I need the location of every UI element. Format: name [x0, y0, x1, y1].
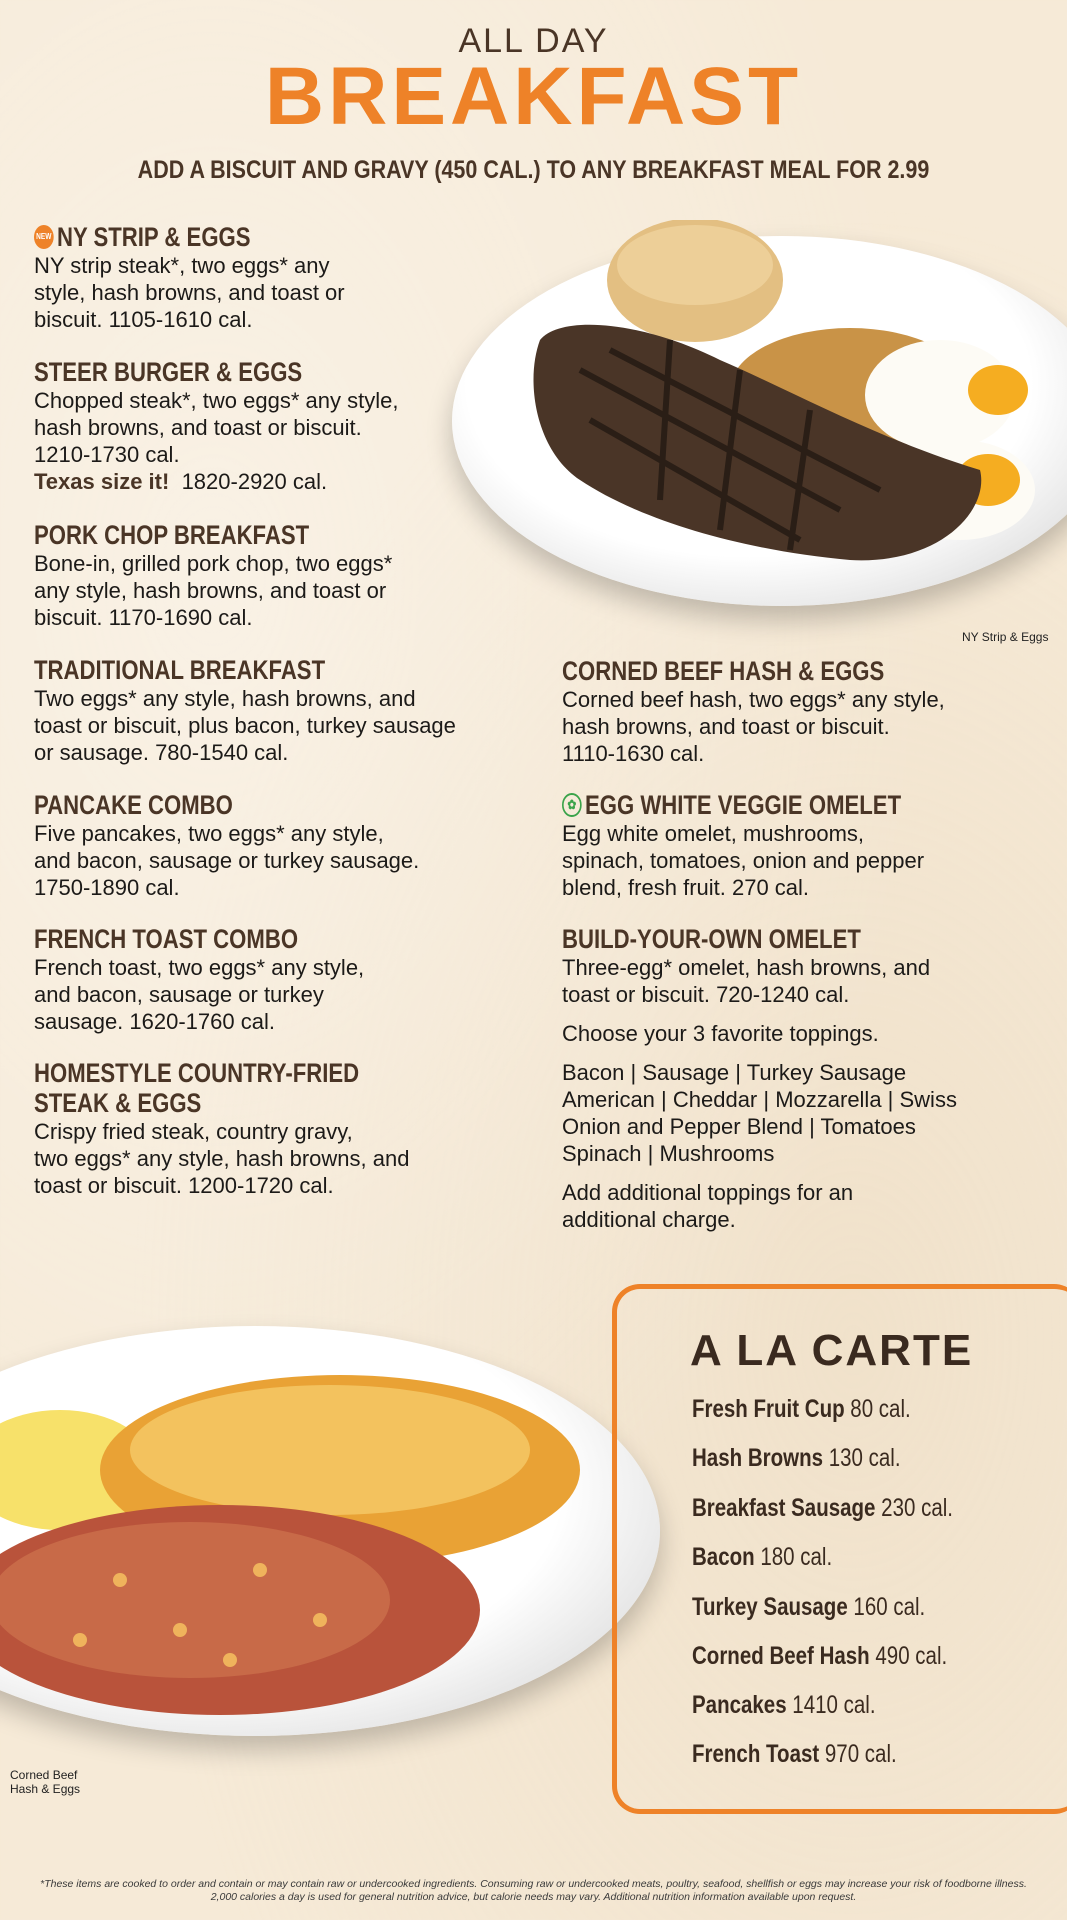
- menu-item-egg-white-omelet: [562, 790, 1042, 901]
- item-name: PORK CHOP BREAKFAST: [34, 520, 310, 550]
- item-name: CORNED BEEF HASH & EGGS: [562, 656, 885, 686]
- carte-item: Pancakes 1410 cal.: [692, 1691, 876, 1719]
- item-description: Crispy fried steak, country gravy, two eggs* any style, hash browns, and toast or biscuit. 1200-1720 cal.: [34, 1119, 410, 1198]
- item-name: PANCAKE COMBO: [34, 790, 233, 820]
- vegetarian-leaf-icon: ✿: [562, 793, 582, 817]
- carte-item: Breakfast Sausage 230 cal.: [692, 1494, 953, 1522]
- promo-banner: ADD A BISCUIT AND GRAVY (450 CAL.) TO ANY BREAKFAST MEAL FOR 2.99: [137, 156, 930, 184]
- item-name-line-2: STEAK & EGGS: [34, 1088, 202, 1118]
- carte-item: French Toast 970 cal.: [692, 1740, 897, 1768]
- item-description: Two eggs* any style, hash browns, and toast or biscuit, plus bacon, turkey sausage or sausage. 780-1540 cal.: [34, 686, 456, 765]
- item-description: NY strip steak*, two eggs* any style, hash browns, and toast or biscuit. 1105-1610 cal.: [34, 253, 345, 332]
- item-name: STEER BURGER & EGGS: [34, 357, 303, 387]
- item-name: EGG WHITE VEGGIE OMELET: [584, 790, 902, 820]
- photo-caption: NY Strip & Eggs: [962, 630, 1049, 644]
- item-name: BUILD-YOUR-OWN OMELET: [562, 924, 861, 954]
- footer-disclaimer: *These items are cooked to order and contain or may contain raw or undercooked ingredients. Consuming raw or undercooked meats, poultry, seafood, shellfish or eggs may increase your risk of foodborne illness. 2,000 calories a day is used for general nutrition advice, but calorie needs may vary. Additional nutrition information available upon request.: [40, 1878, 1027, 1903]
- photo-caption: Corned Beef Hash & Eggs: [10, 1768, 81, 1796]
- item-name: FRENCH TOAST COMBO: [34, 924, 299, 954]
- texas-size-label: Texas size it!: [34, 469, 170, 494]
- header-all-day: ALL DAY: [458, 22, 609, 60]
- page-title: BREAKFAST: [264, 51, 803, 142]
- item-description: Chopped steak*, two eggs* any style, hash browns, and toast or biscuit. 1210-1730 cal. Texas size it! 1820-2920 cal.: [34, 388, 399, 494]
- carte-item: Corned Beef Hash 490 cal.: [692, 1642, 948, 1670]
- new-badge-icon: NEW: [34, 225, 54, 249]
- menu-item-ny-strip: [34, 222, 514, 333]
- corned-beef-hash-illustration: [0, 1330, 620, 1750]
- menu-item-pork-chop: [34, 520, 514, 631]
- menu-item-country-fried-steak: [34, 1058, 514, 1199]
- item-description: Bone-in, grilled pork chop, two eggs* any style, hash browns, and toast or biscuit. 1170-1690 cal.: [34, 551, 393, 630]
- carte-item: Fresh Fruit Cup 80 cal.: [692, 1395, 911, 1423]
- item-name: NY STRIP & EGGS: [56, 222, 251, 252]
- item-description: Three-egg* omelet, hash browns, and toast or biscuit. 720-1240 cal. Choose your 3 favorite toppings. Bacon | Sausage | Turkey Sausage American | Cheddar | Mozzarella | Swiss Onion and Pepper Blend | Tomatoes Spinach | Mushrooms Add additional toppings for an additional charge.: [562, 954, 1042, 1233]
- item-name: TRADITIONAL BREAKFAST: [34, 655, 326, 685]
- texas-size-calories: 1820-2920 cal.: [181, 469, 328, 494]
- steak-eggs-illustration: [520, 220, 1067, 580]
- a-la-carte-title: A LA CARTE: [690, 1326, 974, 1375]
- choose-toppings-text: Choose your 3 favorite toppings.: [562, 1021, 879, 1046]
- menu-item-corned-beef-hash: [562, 656, 1042, 767]
- menu-item-build-your-own-omelet: [562, 924, 1042, 1233]
- carte-item: Bacon 180 cal.: [692, 1543, 833, 1571]
- item-name: HOMESTYLE COUNTRY-FRIED: [34, 1058, 360, 1088]
- item-description: French toast, two eggs* any style, and bacon, sausage or turkey sausage. 1620-1760 cal.: [34, 955, 365, 1034]
- item-description: Five pancakes, two eggs* any style, and bacon, sausage or turkey sausage. 1750-1890 cal.: [34, 821, 420, 900]
- menu-item-pancake-combo: [34, 790, 514, 901]
- item-description: Egg white omelet, mushrooms, spinach, tomatoes, onion and pepper blend, fresh fruit. 270 cal.: [562, 821, 925, 900]
- menu-item-traditional: [34, 655, 514, 766]
- additional-toppings-text: Add additional toppings for an additional charge.: [562, 1180, 854, 1232]
- carte-item: Turkey Sausage 160 cal.: [692, 1593, 926, 1621]
- item-description: Corned beef hash, two eggs* any style, hash browns, and toast or biscuit. 1110-1630 cal.: [562, 687, 945, 766]
- carte-item: Hash Browns 130 cal.: [692, 1444, 901, 1472]
- menu-item-steer-burger: [34, 357, 514, 495]
- menu-item-french-toast-combo: [34, 924, 514, 1035]
- toppings-list: Bacon | Sausage | Turkey Sausage American | Cheddar | Mozzarella | Swiss Onion and Pepper Blend | Tomatoes Spinach | Mushrooms: [562, 1060, 957, 1166]
